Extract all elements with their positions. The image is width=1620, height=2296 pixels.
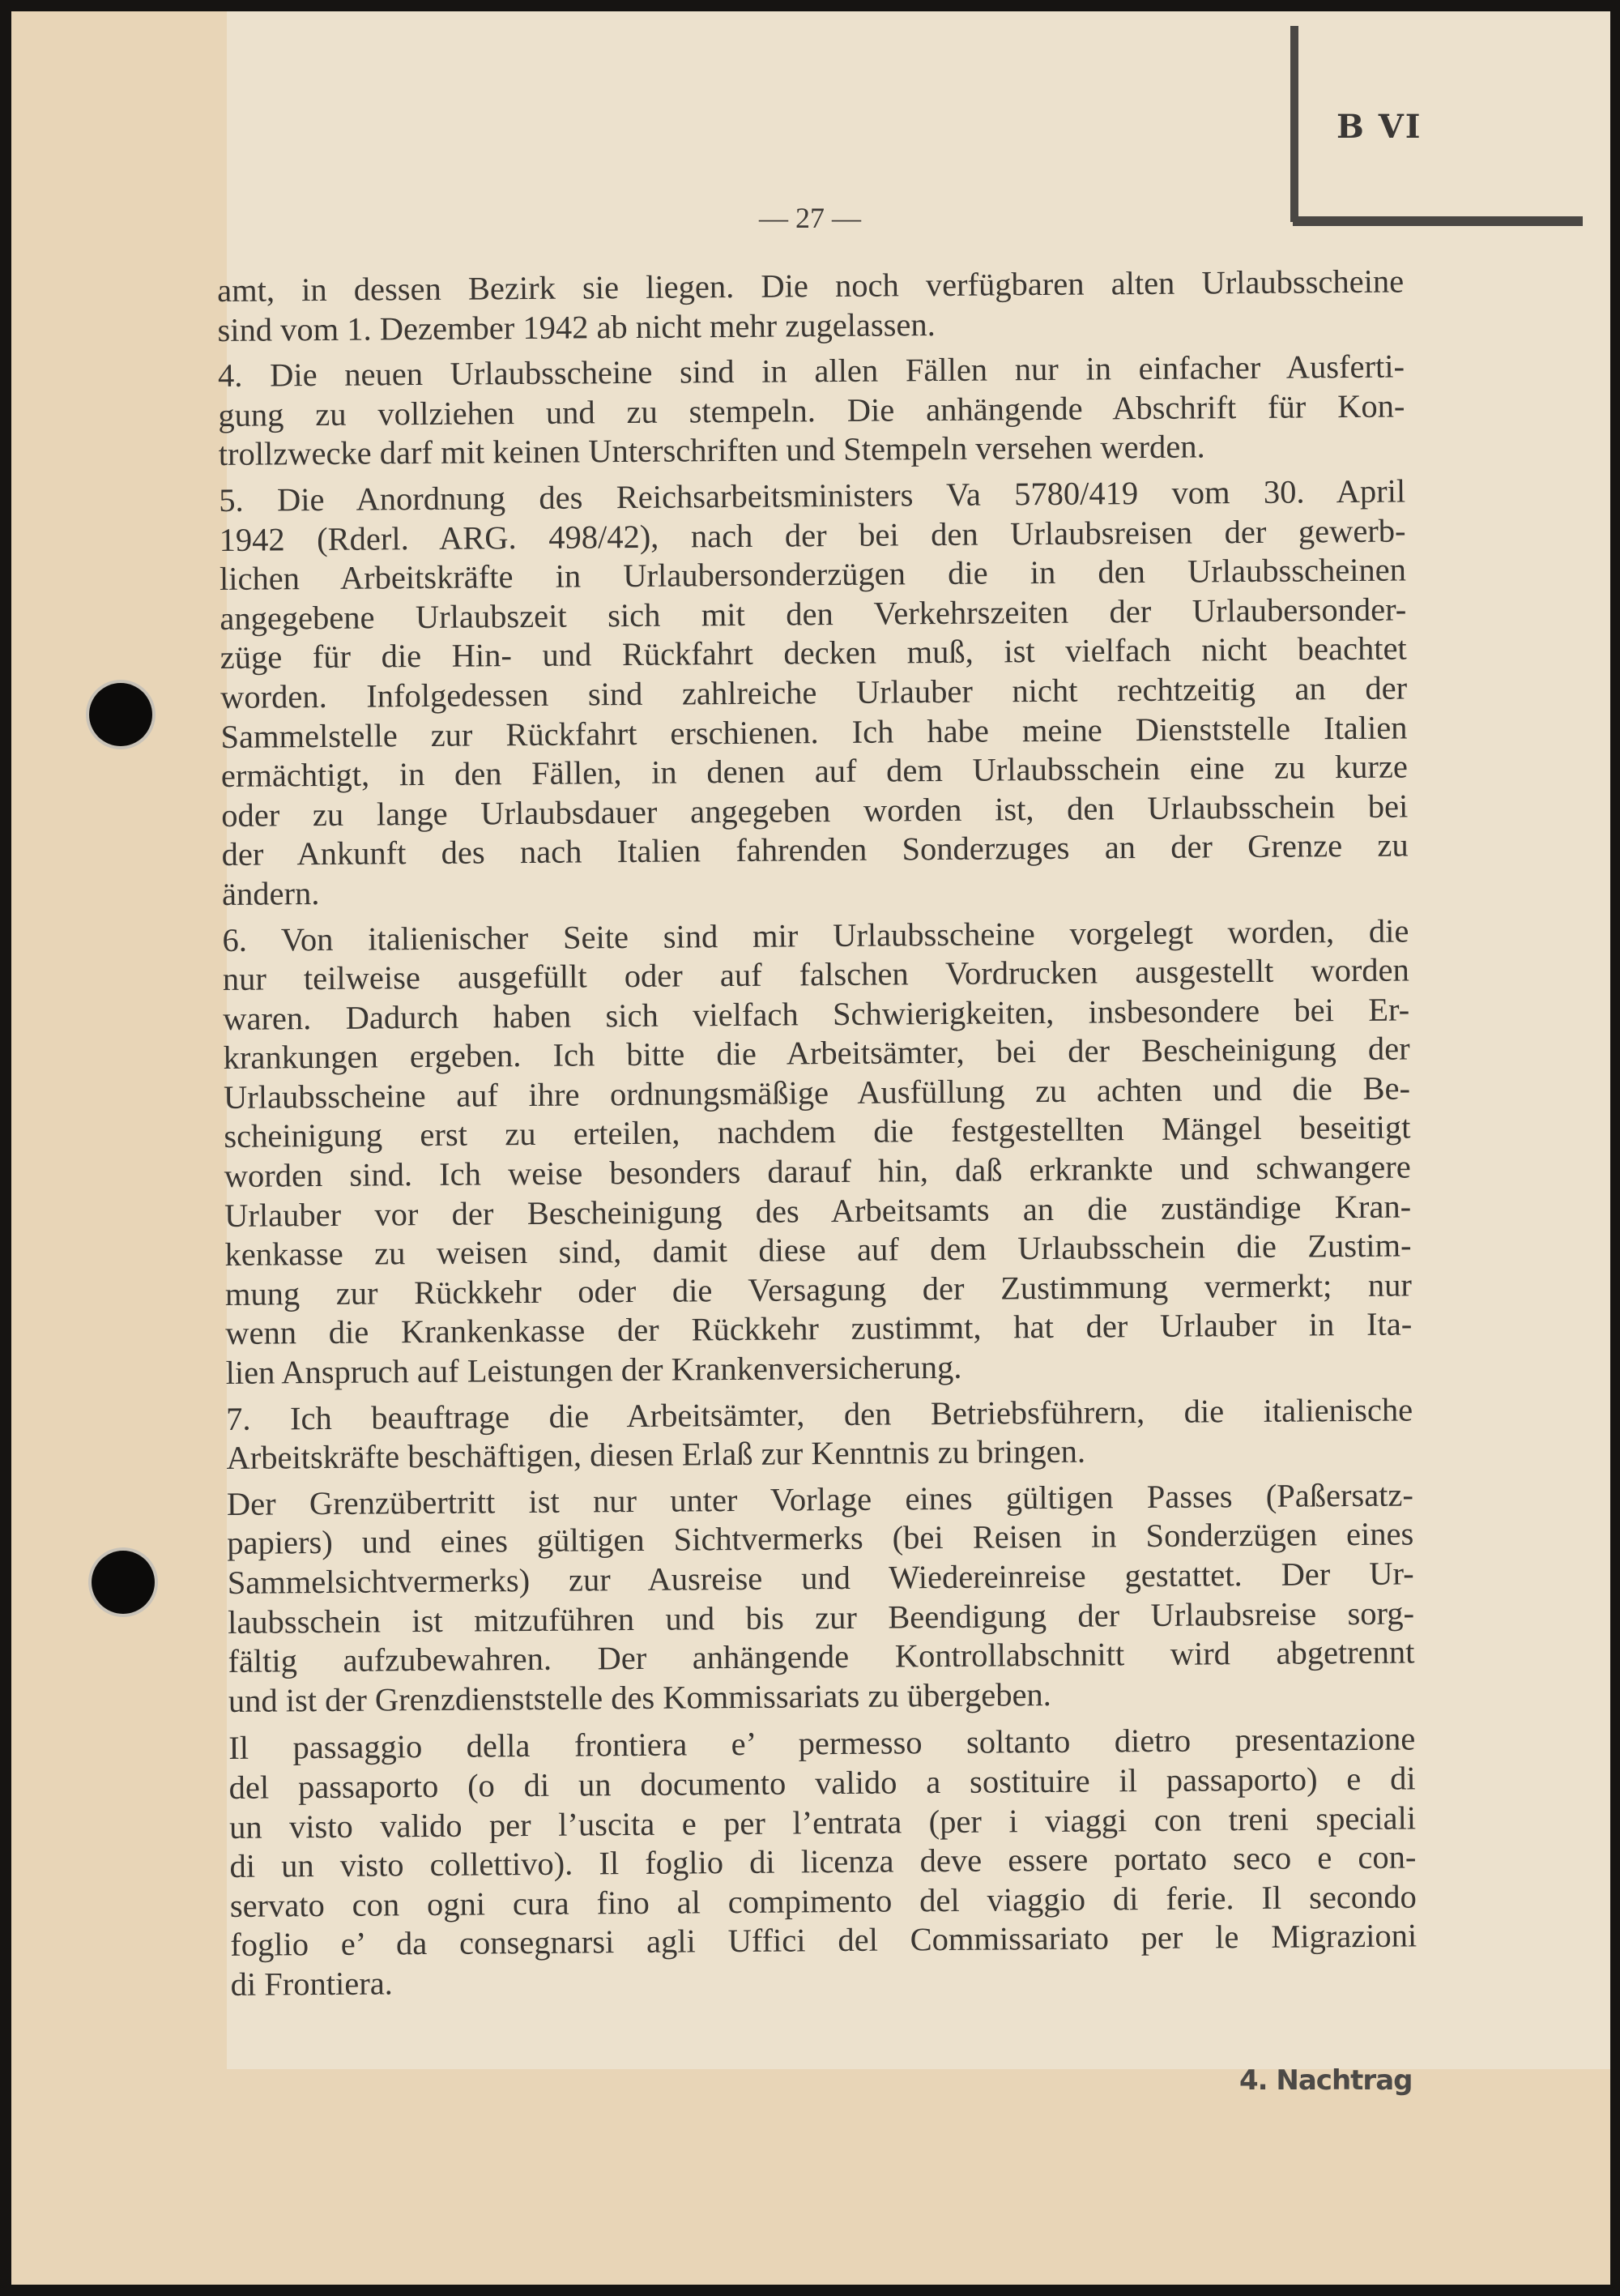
text-line: krankungen ergeben. Ich bitte die Arbeitsämter, bei der Bescheinigung der	[223, 1030, 1410, 1077]
page-number: — 27 —	[759, 202, 861, 234]
text-line: ermächtigt, in den Fällen, in denen auf dem Urlaubsschein eine zu kurze	[220, 748, 1409, 795]
text-line: del passaporto (o di un documento valido a sostituire il passaporto) e di	[228, 1760, 1416, 1806]
paragraph-item-4	[218, 348, 1405, 475]
text-line: trollzwecke darf mit keinen Unterschriften und Stempeln versehen werden.	[218, 428, 1205, 473]
text-line: un visto valido per l’uscita e per l’entrata (per i viaggi con treni speciali	[228, 1799, 1417, 1846]
text-line: mung zur Rückkehr oder die Versagung der Zustimmung vermerkt; nur	[224, 1266, 1413, 1312]
text-line: 4. Die neuen Urlaubsscheine sind in allen Fällen nur in einfacher Ausferti-	[217, 348, 1405, 395]
text-line: Arbeitskräfte beschäftigen, diesen Erlaß zur Kenntnis zu bringen.	[226, 1432, 1086, 1477]
text-line: lien Anspruch auf Leistungen der Krankenversicherung.	[225, 1348, 962, 1391]
text-line: nur teilweise ausgefüllt oder auf falschen Vordrucken ausgestellt worden	[222, 951, 1409, 998]
text-line: ändern.	[221, 874, 320, 912]
corner-bracket-horizontal	[1293, 216, 1583, 226]
text-line: 6. Von italienischer Seite sind mir Urlaubsscheine vorgelegt worden, die	[222, 911, 1409, 958]
text-line: amt, in dessen Bezirk sie liegen. Die noch verfügbaren alten Urlaubsscheine	[217, 262, 1405, 309]
text-line: und ist der Grenzdienststelle des Kommissariats zu übergeben.	[228, 1675, 1052, 1719]
text-line: 1942 (Rderl. ARG. 498/42), nach der bei den Urlaubsreisen der gewerb-	[219, 512, 1406, 558]
punch-hole-upper	[89, 683, 152, 746]
body-text	[217, 262, 1418, 2011]
text-line: 5. Die Anordnung des Reichsarbeitsministers Va 5780/419 vom 30. April	[219, 472, 1406, 519]
text-line: kenkasse zu weisen sind, damit diese auf dem Urlaubsschein die Zustim-	[224, 1227, 1412, 1274]
paragraph-item-5	[219, 472, 1409, 914]
supplement-label: 4. Nachtrag	[1239, 2064, 1413, 2097]
text-line: servato con ogni cura fino al compimento del viaggio di ferie. Il secondo	[229, 1878, 1417, 1924]
paragraph-item-6	[222, 911, 1413, 1393]
text-line: der Ankunft des nach Italien fahrenden Sonderzuges an der Grenze zu	[221, 826, 1409, 873]
text-line: worden. Infolgedessen sind zahlreiche Urlauber nicht rechtzeitig an der	[220, 669, 1408, 715]
text-line: fältig aufzubewahren. Der anhängende Kontrollabschnitt wird abgetrennt	[228, 1633, 1415, 1680]
text-line: worden sind. Ich weise besonders darauf hin, daß erkrankte und schwangere	[224, 1148, 1411, 1195]
text-line: foglio e’ da consegnarsi agli Uffici del Commissariato per le Migrazioni	[230, 1917, 1418, 1964]
paragraph-item-7	[226, 1390, 1413, 1479]
corner-bracket-vertical	[1290, 26, 1298, 222]
text-line: Sammelsichtvermerks) zur Ausreise und Wiedereinreise gestattet. Der Ur-	[227, 1555, 1414, 1601]
text-line: laubsschein ist mitzuführen und bis zur Beendigung der Urlaubsreise sorg-	[227, 1594, 1415, 1641]
text-line: papiers) und eines gültigen Sichtvermerks (bei Reisen in Sonderzügen eines	[227, 1515, 1414, 1562]
text-line: di Frontiera.	[230, 1965, 393, 2003]
text-line: 7. Ich beauftrage die Arbeitsämter, den Betriebsführern, die italienische	[225, 1391, 1413, 1437]
text-line: Urlaubsscheine auf ihre ordnungsmäßige Ausfüllung zu achten und die Be-	[223, 1069, 1411, 1116]
paragraph-german-notice	[227, 1475, 1415, 1721]
text-line: oder zu lange Urlaubsdauer angegeben worden ist, den Urlaubsschein bei	[221, 787, 1409, 834]
text-line: gung zu vollziehen und zu stempeln. Die anhängende Abschrift für Kon-	[218, 387, 1405, 433]
punch-hole-lower	[92, 1551, 155, 1614]
text-line: lichen Arbeitskräfte in Urlaubersonderzügen die in den Urlaubsscheinen	[219, 551, 1407, 598]
text-line: Urlauber vor der Bescheinigung des Arbeitsamts an die zuständige Kran-	[224, 1188, 1412, 1234]
text-line: angegebene Urlaubszeit sich mit den Verkehrszeiten der Urlaubersonder-	[220, 591, 1407, 637]
text-line: waren. Dadurch haben sich vielfach Schwierigkeiten, insbesondere bei Er-	[223, 991, 1410, 1037]
text-line: züge für die Hin- und Rückfahrt decken muß, ist vielfach nicht beachtet	[220, 629, 1407, 676]
text-line: Sammelstelle zur Rückfahrt erschienen. Ich habe meine Dienststelle Italien	[220, 709, 1408, 755]
section-code: B VI	[1336, 108, 1422, 146]
text-line: Der Grenzübertritt ist nur unter Vorlage eines gültigen Passes (Paßersatz-	[226, 1476, 1414, 1522]
paragraph-continuation	[217, 262, 1405, 350]
text-line: di un visto collettivo). Il foglio di licenza deve essere portato seco e con-	[229, 1838, 1417, 1885]
paragraph-italian-notice	[228, 1720, 1418, 2005]
text-line: scheinigung erst zu erteilen, nachdem die festgestellten Mängel beseitigt	[224, 1108, 1411, 1155]
text-line: Il passaggio della frontiera e’ permesso soltanto dietro presentazione	[228, 1720, 1416, 1767]
text-line: wenn die Krankenkasse der Rückkehr zustimmt, hat der Urlauber in Ita-	[225, 1305, 1413, 1352]
text-line: sind vom 1. Dezember 1942 ab nicht mehr zugelassen.	[217, 305, 936, 348]
